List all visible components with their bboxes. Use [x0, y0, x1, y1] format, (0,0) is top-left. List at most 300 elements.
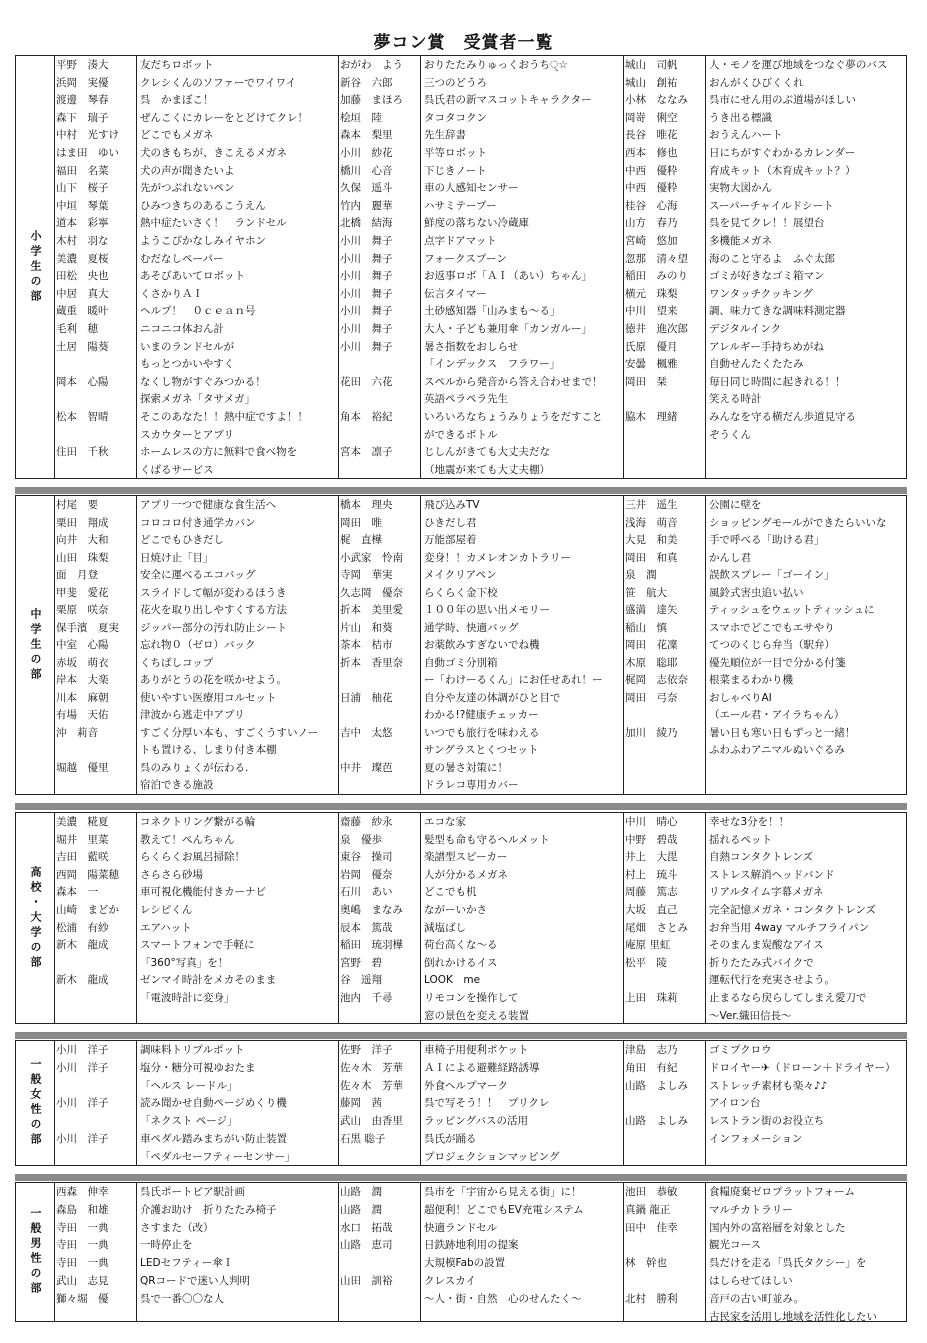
idea-title: 車椅子用便利ポケット: [424, 1044, 529, 1056]
idea-title: ぞうくん: [709, 428, 751, 441]
idea-title: ショッピングモールができたらいいな: [709, 516, 887, 529]
awardee-name: 浜岡 実優: [56, 76, 109, 89]
awardee-name: 茶本 桔市: [340, 639, 393, 651]
awardee-name: 木原 聡耶: [625, 656, 678, 669]
awardee-name: 城山 創祐: [625, 76, 678, 89]
awardee-name: 小川 舞子: [340, 340, 393, 353]
awardee-name: 中井 璨芭: [340, 761, 393, 774]
idea-title: 呉氏君の新マスコットキャラクター: [424, 94, 592, 107]
awardee-name: 保手濱 夏実: [56, 621, 119, 634]
idea-title: 三つのどうろ: [424, 76, 487, 89]
awardee-name: 花田 六花: [340, 375, 393, 388]
idea-title: QRコードで迷い人判明: [140, 1275, 251, 1287]
column-divider: [623, 1041, 624, 1165]
awardee-name: 西森 伸幸: [56, 1186, 109, 1198]
idea-title: わかる!?健康チェッカー: [424, 709, 539, 721]
awardee-name: 安曇 楓雅: [625, 358, 678, 371]
idea-title: 快適ランドセル: [424, 1221, 498, 1234]
idea-title: 楽譜型スピーカー: [424, 851, 508, 864]
idea-title: いろいろなちょうみりょうをだすこと: [424, 411, 603, 423]
idea-title: かんし君: [709, 551, 751, 564]
idea-title: らくらく金下校: [424, 586, 498, 599]
awardee-name: 小川 舞子: [340, 252, 393, 265]
awardee-name: 中村 光すけ: [56, 129, 119, 142]
section-label: [16, 1041, 55, 1165]
awardee-name: 松浦 有紗: [56, 921, 109, 934]
idea-title: ニコニコ体おん計: [140, 323, 224, 335]
awardee-name: 堀井 里菜: [56, 833, 109, 846]
awardee-name: 浅海 萌音: [625, 516, 678, 529]
idea-title: エコな家: [424, 816, 466, 828]
awardee-name: 甲斐 愛花: [56, 586, 109, 599]
awardee-name: 土居 陽葵: [56, 340, 109, 353]
column-divider: [136, 813, 137, 1023]
idea-title: 〜人・街・自然 心のせんたく〜: [424, 1292, 582, 1305]
idea-title: 車ペダル踏みまちがい防止装置: [140, 1133, 287, 1145]
awardee-name: 三井 遥生: [625, 499, 678, 511]
awardee-name: 岡田 花凜: [625, 639, 678, 651]
awardee-name: 小林 ななみ: [625, 94, 688, 107]
idea-title: 「360°写真」を！: [140, 956, 229, 969]
awardee-name: 庵原 里虹: [625, 939, 671, 952]
idea-title: 変身！！カメレオンカトラリー: [424, 551, 571, 564]
idea-title: 大規模Fabの設置: [424, 1257, 506, 1270]
awardee-name: 長谷 唯花: [625, 129, 678, 142]
awardee-name: 森島 和雄: [56, 1203, 109, 1216]
awardee-name: 久保 遥斗: [340, 182, 393, 195]
awardee-name: 久志岡 優奈: [340, 586, 403, 599]
idea-title: おしゃべりAI: [709, 691, 772, 704]
idea-title: 毎日同じ時間に起きれる！！: [709, 375, 846, 388]
idea-title: 育成キット（木育成キット？）: [709, 164, 856, 177]
awardee-name: 村尾 要: [56, 499, 98, 511]
idea-title: スライドして幅が変わるほうき: [140, 586, 287, 599]
section-label-text: 一般女性の部: [29, 1058, 42, 1148]
idea-title: 下じきノート: [424, 164, 487, 177]
idea-title: 呉で写そう！！ プリクレ: [424, 1097, 550, 1110]
idea-title: そこのあなた！！熱中症ですよ！！: [140, 411, 308, 423]
awardee-name: 石川 あい: [340, 886, 393, 899]
idea-title: LOOK me: [424, 974, 481, 987]
awardee-name: 西本 修也: [625, 147, 678, 159]
column-divider: [705, 56, 706, 478]
idea-title: ぜんこくにカレーをとどけてクレ！: [140, 111, 308, 124]
idea-title: どこでもメガネ: [140, 129, 214, 142]
idea-title: ティッシュをウェットティッシュに: [709, 604, 875, 616]
idea-title: 海のこと守るよ ふぐ太郎: [709, 252, 835, 265]
awardee-name: 吉田 藍咲: [56, 851, 109, 864]
awardee-name: 山路 よしみ: [625, 1079, 688, 1092]
awardee-name: 林 幹也: [625, 1257, 667, 1270]
idea-title: すごく分厚い本も、すごくうすいノー: [140, 726, 319, 739]
awardee-name: 有場 天佑: [56, 709, 109, 721]
idea-title: 忘れ物０（ゼロ）バック: [140, 639, 256, 651]
idea-title: ようこぴかなしみイヤホン: [140, 235, 266, 247]
awardee-name: 井上 大毘: [625, 851, 678, 864]
awardee-name: 新木 龍成: [56, 974, 109, 987]
awardee-name: 小川 舞子: [340, 270, 393, 283]
awardee-name: 北村 勝利: [625, 1292, 678, 1305]
idea-title: ワンタッチクッキング: [709, 287, 813, 300]
awardee-name: 中西 優粋: [625, 164, 678, 177]
idea-title: マルチカトラリー: [709, 1203, 793, 1216]
awardee-name: 岡田 栞: [625, 375, 667, 388]
awardee-name: 稲田 みのり: [625, 270, 688, 283]
idea-title: 宿泊できる施設: [140, 779, 214, 791]
idea-title: 自熱コンタクトレンズ: [709, 851, 814, 864]
idea-title: スカウターとアプリ: [140, 428, 234, 441]
section-3: [15, 812, 907, 1024]
idea-title: 観光コース: [709, 1239, 761, 1252]
awardee-name: 小川 舞子: [340, 323, 393, 335]
awardee-name: 松本 智晴: [56, 411, 109, 423]
idea-title: てつのくじら弁当（駅弁）: [709, 639, 835, 651]
awardee-name: 盛満 達矢: [625, 604, 678, 616]
section-label-text: 小学生の部: [29, 229, 42, 305]
awardee-name: 折本 美里愛: [340, 604, 403, 616]
awardee-name: 武山 志見: [56, 1275, 109, 1287]
awardee-name: 道本 彩寧: [56, 217, 109, 230]
column-divider: [338, 56, 339, 478]
idea-title: 呉市にせん用のぶ道場がほしい: [709, 94, 856, 107]
idea-title: ストレス解消ヘッドバンド: [709, 868, 835, 881]
idea-title: いつでも旅行を味わえる: [424, 726, 540, 739]
idea-title: あそびあいてロボット: [140, 270, 245, 283]
awardee-name: 奥嶋 まなみ: [340, 904, 403, 916]
idea-title: デジタルインク: [709, 323, 782, 335]
section-5: [15, 1182, 907, 1322]
idea-title: 荷台高くな～る: [424, 939, 498, 952]
awardee-name: 大見 和美: [625, 534, 678, 546]
idea-title: 土砂感知器「山みまも～る」: [424, 305, 561, 318]
idea-title: スマホでどこでもエサやり: [709, 621, 835, 634]
column-divider: [705, 1041, 706, 1165]
awardee-name: 中野 碧哉: [625, 833, 678, 846]
awardee-name: 沖 莉音: [56, 726, 98, 739]
awardee-name: 津島 志乃: [625, 1044, 678, 1056]
idea-title: ドラレコ専用カバー: [424, 779, 519, 791]
awardee-name: 上田 珠莉: [625, 992, 678, 1004]
idea-title: ひみつきちのあるこうえん: [140, 199, 266, 212]
awardee-name: 片山 和葵: [340, 621, 393, 634]
awardee-name: 稲田 琉羽樺: [340, 939, 403, 952]
idea-title: トも置ける、しまり付き本棚: [140, 744, 277, 756]
awardee-name: 脇木 理緒: [625, 411, 678, 423]
awardee-name: 小川 舞子: [340, 287, 393, 300]
idea-title: 犬のきもちが、きこえるメガネ: [140, 147, 287, 159]
idea-title: ラッピングバスの活用: [424, 1115, 528, 1128]
awardee-name: 森下 瑞子: [56, 111, 109, 124]
idea-title: 減塩ばし: [424, 921, 466, 934]
awardee-name: 森本 一: [56, 886, 98, 899]
awardee-name: 山崎 まどか: [56, 904, 119, 916]
idea-title: 揺れるペット: [709, 833, 772, 846]
idea-title: くさかりＡＩ: [140, 287, 203, 300]
idea-title: 呉で一番〇〇な人: [140, 1292, 224, 1305]
column-divider: [623, 1183, 624, 1321]
idea-title: 使いやすい医療用コルセット: [140, 691, 277, 704]
idea-title: 優先順位が一目で分かる付箋: [709, 656, 846, 669]
idea-title: 平等ロボット: [424, 147, 487, 159]
awardee-name: 小川 洋子: [56, 1061, 109, 1074]
awardee-name: 渡邊 琴春: [56, 94, 109, 107]
idea-title: 呉だけを走る「呉氏タクシー」を: [709, 1257, 867, 1270]
idea-title: 根菜まるわかり機: [709, 674, 793, 686]
awardee-name: 毛利 穂: [56, 323, 98, 335]
awardee-name: 山路 よしみ: [625, 1115, 688, 1128]
awardee-name: 堀越 優里: [56, 761, 109, 774]
awardee-name: 獅々堀 優: [56, 1292, 109, 1305]
awardee-name: 住田 千秋: [56, 446, 109, 459]
idea-title: おりたたみりゅっくおうちੑ☆: [424, 59, 568, 71]
idea-title: リアルタイム字幕メガネ: [709, 886, 824, 899]
idea-title: 誤飲スプレー「ゴーイン」: [709, 569, 835, 581]
idea-title: ゴミプクロウ: [709, 1044, 772, 1056]
idea-title: アイロン台: [709, 1097, 761, 1110]
idea-title: レシピくん: [140, 904, 193, 916]
idea-title: 「インデックス フラワー」: [424, 358, 561, 371]
idea-title: LEDセフティー傘Ｉ: [140, 1257, 234, 1270]
idea-title: 英語ペラペラ先生: [424, 393, 508, 406]
awardee-name: 寺田 一典: [56, 1221, 109, 1234]
awardee-name: 折本 香里奈: [340, 656, 403, 669]
column-divider: [136, 496, 137, 794]
idea-title: じしんがきても大丈夫だな: [424, 446, 550, 459]
idea-title: 窓の景色を変える装置: [424, 1009, 529, 1022]
awardee-name: 桧垣 陸: [340, 111, 382, 124]
idea-title: 髪型も命も守るヘルメット: [424, 833, 550, 846]
column-divider: [338, 1183, 339, 1321]
column-divider: [420, 1041, 421, 1165]
awardee-name: はま田 ゆい: [56, 147, 119, 159]
awardee-name: 小川 紗花: [340, 147, 393, 159]
idea-title: なくし物がすぐみつかる！: [140, 375, 266, 388]
awardee-name: 忽那 清々望: [625, 252, 688, 265]
column-divider: [705, 813, 706, 1023]
idea-title: 呉のみりょくが伝わる.: [140, 761, 249, 774]
awardee-name: 小川 洋子: [56, 1097, 109, 1110]
awardee-name: 山路 潤: [340, 1203, 382, 1216]
idea-title: みんなを守る横だん歩道見守る: [709, 411, 856, 423]
awardee-name: 向井 大和: [56, 534, 109, 546]
awardee-name: 岡田 和真: [625, 551, 678, 564]
awardee-name: 武山 由香里: [340, 1115, 403, 1128]
idea-title: 呉氏ポートピア駅計画: [140, 1186, 245, 1198]
awardee-name: 泉 潤: [625, 569, 657, 581]
idea-title: フォークスプーン: [424, 252, 507, 265]
awardee-name: 中室 心陽: [56, 639, 109, 651]
idea-title: 国内外の富裕層を対象とした: [709, 1221, 846, 1234]
awardee-name: 蔵重 暖叶: [56, 305, 109, 318]
idea-title: （地震が来ても大丈夫棚）: [424, 463, 550, 476]
column-divider: [420, 56, 421, 478]
idea-title: 止まるなら戻らしてしまえ愛刀で: [709, 992, 867, 1004]
idea-title: 教えて！ぺんちゃん: [140, 833, 235, 846]
idea-title: 「ペダルセーフティーセンサー」: [140, 1150, 296, 1163]
idea-title: 犬の声が聞きたいよ: [140, 164, 235, 177]
awardee-name: 平野 湊大: [56, 59, 109, 71]
idea-title: 人が分かるメガネ: [424, 868, 508, 881]
idea-title: スペルから発音から答え合わせまで！: [424, 375, 603, 388]
column-divider: [136, 56, 137, 478]
awardee-name: 北橋 結海: [340, 217, 393, 230]
awardee-name: 池内 千尋: [340, 992, 393, 1004]
section-label: [16, 1183, 55, 1321]
awardee-name: 小川 舞子: [340, 235, 393, 247]
idea-title: そのまんま炭酸なアイス: [709, 939, 824, 952]
awardee-name: 尾畑 さとみ: [625, 921, 688, 934]
idea-title: 塩分・糖分可視ゆおたま: [140, 1061, 256, 1074]
idea-title: 古民家を活用し地域を活性化したい: [709, 1310, 877, 1322]
column-divider: [705, 1183, 706, 1321]
idea-title: お弁当用 4way マルチフライパン: [709, 921, 870, 934]
section-label-text: 高校・大学の部: [29, 865, 42, 971]
idea-title: 介護お助け 折りたたみ椅子: [140, 1203, 277, 1216]
awardee-name: 宮崎 悠加: [625, 235, 678, 247]
idea-title: ホームレスの方に無料で食べ物を: [140, 446, 298, 459]
idea-title: いまのランドセルが: [140, 340, 235, 353]
idea-title: はしらせてほしい: [709, 1275, 793, 1287]
awardee-name: 橋川 心音: [340, 164, 393, 177]
idea-title: 一時停止を: [140, 1239, 193, 1252]
idea-title: 探索メガネ「タサメガ」: [140, 393, 256, 406]
awardee-name: 中川 晴心: [625, 816, 678, 828]
idea-title: スマートフォンで手軽に: [140, 939, 255, 952]
idea-title: コロコロ付き通学カバン: [140, 516, 256, 529]
awardee-name: 中西 優粋: [625, 182, 678, 195]
column-divider: [623, 813, 624, 1023]
idea-title: 鮮度の落ちない冷蔵庫: [424, 217, 529, 230]
awardee-name: 横元 珠梨: [625, 287, 678, 300]
awardee-name: 美濃 夏桜: [56, 252, 109, 265]
idea-title: お薬飲みすぎないでね機: [424, 639, 540, 651]
idea-title: エアハット: [140, 921, 192, 934]
section-label: [16, 56, 55, 478]
idea-title: 安全に運べるエコバッグ: [140, 569, 256, 581]
idea-title: 読み聞かせ自動ページめくり機: [140, 1097, 287, 1110]
idea-title: 日にちがすぐわかるカレンダー: [709, 147, 856, 159]
idea-title: ハサミテープー: [424, 199, 497, 212]
idea-title: ゴミが好きなゴミ箱マン: [709, 270, 825, 283]
idea-title: うき出る標識: [709, 111, 772, 124]
idea-title: 友だちロボット: [140, 59, 214, 71]
idea-title: 人・モノを運び地域をつなぐ夢のバス: [709, 59, 888, 71]
awardee-name: 石黒 聡子: [340, 1133, 386, 1145]
section-separator: [15, 1174, 907, 1181]
idea-title: ありがとうの花を咲かせよう。: [140, 674, 287, 686]
idea-title: 折りたたみ式バイクで: [709, 956, 814, 969]
idea-title: くちばしコップ: [140, 656, 214, 669]
awardee-name: 小川 舞子: [340, 305, 393, 318]
column-divider: [136, 1183, 137, 1321]
column-divider: [338, 1041, 339, 1165]
idea-title: 万能部屋着: [424, 534, 477, 546]
awardee-name: 佐々木 芳華: [340, 1061, 403, 1074]
awardee-name: 岡田 弓奈: [625, 691, 678, 704]
column-divider: [420, 496, 421, 794]
awardee-name: 日浦 柚花: [340, 691, 393, 704]
idea-title: 大人・子ども兼用傘「カンガルー」: [424, 323, 592, 335]
idea-title: ふわふわアニマルぬいぐるみ: [709, 744, 845, 756]
idea-title: 自分や友達の体調がひと目で: [424, 691, 561, 704]
idea-title: 先がつぶれないペン: [140, 182, 235, 195]
idea-title: らくらくお風呂掃除！: [140, 851, 245, 864]
awardee-name: 水口 拓哉: [340, 1221, 393, 1234]
idea-title: 呉市を「宇宙から見える街」に！: [424, 1186, 582, 1198]
awardee-name: 藤岡 茜: [340, 1097, 382, 1110]
awardee-name: 寺田 一典: [56, 1239, 109, 1252]
awardee-name: 美濃 糀夏: [56, 816, 109, 828]
idea-title: むだなしペーパー: [140, 252, 224, 265]
awardee-name: 東谷 操司: [340, 851, 393, 864]
idea-title: 日鉄跡地利用の提案: [424, 1239, 519, 1252]
idea-title: 暑さ指数をおしらせ: [424, 340, 519, 353]
idea-title: 完全記憶メガネ・コンタクトレンズ: [709, 904, 877, 916]
idea-title: 花火を取り出しやすくする方法: [140, 604, 287, 616]
awardee-name: 赤坂 萌衣: [56, 656, 109, 669]
idea-title: 飛び込みTV: [424, 499, 480, 511]
awardee-name: 岡田 唯: [340, 516, 382, 529]
awardee-name: 稲山 慎: [625, 621, 667, 634]
idea-title: アプリ一つで健康な食生活へ: [140, 499, 277, 511]
column-divider: [420, 1183, 421, 1321]
awardee-name: 宮野 碧: [340, 956, 382, 969]
awardee-name: 周藤 篤志: [625, 886, 678, 899]
idea-title: さすまた（改）: [140, 1221, 214, 1234]
idea-title: 点字ドアマット: [424, 235, 497, 247]
awardee-name: 池田 恭敏: [625, 1186, 678, 1198]
awardee-name: 田松 央也: [56, 270, 109, 283]
awardee-name: 山田 訓裕: [340, 1275, 393, 1287]
idea-title: もっとつかいやすく: [140, 358, 235, 371]
idea-title: 呉 かまぼこ！: [140, 94, 214, 107]
idea-title: ジッパー部分の汚れ防止シート: [140, 621, 287, 634]
idea-title: 夏の暑さ対策に！: [424, 761, 508, 774]
awardee-name: 谷 遥翔: [340, 974, 382, 987]
idea-title: アレルギー手持ちめがね: [709, 340, 824, 353]
idea-title: スーパーチャイルドシート: [709, 199, 834, 212]
idea-title: 公園に壁を: [709, 499, 762, 511]
idea-title: 実物大図かん: [709, 182, 772, 195]
idea-title: ー「わけーるくん」にお任せあれ！ー: [424, 674, 603, 686]
awardee-name: 寺田 一典: [56, 1257, 109, 1270]
idea-title: どこでもひきだし: [140, 534, 224, 546]
awardee-name: 角本 裕紀: [340, 411, 393, 423]
awardee-name: 桂谷 心海: [625, 199, 678, 212]
awardee-name: 中居 真大: [56, 287, 109, 300]
idea-title: 笑える時計: [709, 393, 762, 406]
awardee-name: 辰本 篤哉: [340, 921, 393, 934]
awardee-name: 梶 直樺: [340, 534, 382, 546]
idea-title: 音戸の古い町並み。: [709, 1292, 805, 1305]
section-label: [16, 496, 55, 794]
awardee-name: 佐野 洋子: [340, 1044, 393, 1056]
idea-title: ＡＩによる避難経路誘導: [424, 1061, 540, 1074]
idea-title: 〜Ver.織田信長〜: [709, 1009, 792, 1022]
column-divider: [705, 496, 706, 794]
idea-title: サングラスとくつセット: [424, 744, 539, 756]
idea-title: タコタコクン: [424, 111, 487, 124]
idea-title: ドロイヤー✈（ドローン＋ドライヤー）: [709, 1061, 896, 1074]
awardee-name: 川本 麻朝: [56, 691, 109, 704]
awardee-name: 梶岡 志依奈: [625, 674, 688, 686]
awardee-name: 岡嵜 俐空: [625, 111, 678, 124]
idea-title: 「電波時計に変身」: [140, 992, 235, 1004]
awardee-name: 中垣 琴葉: [56, 199, 109, 212]
awardee-name: 吉中 太悠: [340, 726, 393, 739]
idea-title: おんがくひびくくれ: [709, 76, 804, 89]
idea-title: レストラン街のお役立ち: [709, 1115, 825, 1128]
